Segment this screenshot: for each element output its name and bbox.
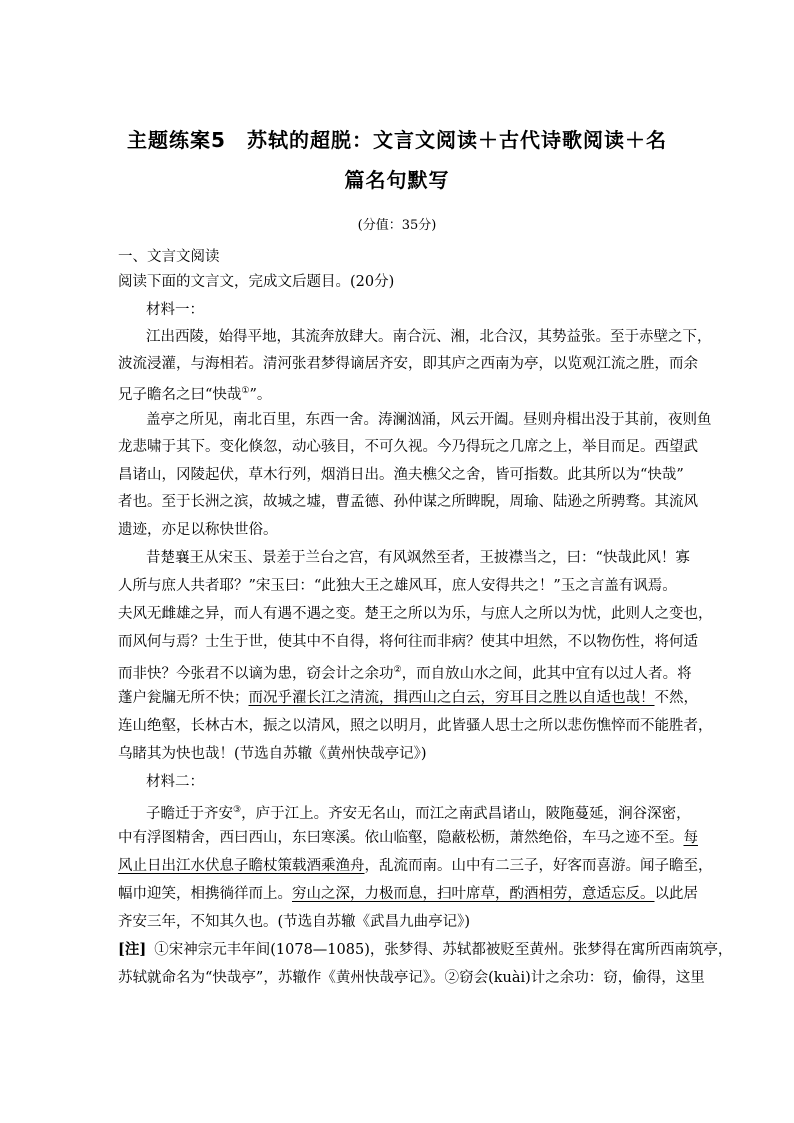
text-line: 昔楚襄王从宋玉、景差于兰台之宫，有风飒然至者，王披襟当之，曰：“快哉此风！寡 [146, 550, 690, 566]
notes-label: [注] [118, 941, 147, 958]
footnote-ref: ② [393, 665, 402, 675]
text-line: 子瞻迁于齐安③，庐于江上。齐安无名山，而江之南武昌诸山，陂陁蔓延，涧谷深密， [146, 805, 691, 822]
footnote-ref: ③ [233, 805, 242, 815]
text-line: 者也。至于长洲之滨，故城之墟，曹孟德、孙仲谋之所睥睨，周瑜、陆逊之所骋骛。其流风 [118, 494, 698, 510]
text-line: 人所与庶人共者耶？”宋玉曰：“此独大王之雄风耳，庶人安得共之！”玉之言盖有讽焉。 [118, 578, 677, 594]
text-line: 遗迹，亦足以称快世俗。 [118, 522, 278, 538]
text-line: 连山绝壑，长林古木，振之以清风，照之以明月，此皆骚人思士之所以悲伤憔悴而不能胜者， [118, 718, 713, 734]
text-line: 而非快？今张君不以谪为患，窃会计之余功②，而自放山水之间，此其中宜有以过人者。将 [118, 665, 692, 682]
text-line: 中有浮图精舍，西曰西山，东曰寒溪。依山临壑，隐蔽松枥，萧然绝俗，车马之迹不至。每 [118, 830, 698, 846]
text-line: 而风何与焉？士生于世，使其中不自得，将何往而非病？使其中坦然，不以物伤性，将何适 [118, 634, 698, 650]
underlined-sentence: 每 [683, 830, 698, 846]
text-line: 盖亭之所见，南北百里，东西一舍。涛澜汹涌，风云开阖。昼则舟楫出没于其前，夜则鱼 [146, 412, 712, 428]
text-line: 江出西陵，始得平地，其流奔放肆大。南合沅、湘，北合汉，其势益张。至于赤壁之下， [146, 329, 712, 345]
footnote-ref: ① [241, 386, 250, 396]
material2-label: 材料二： [146, 774, 204, 790]
text-line: 波流浸灌，与海相若。清河张君梦得谪居齐安，即其庐之西南为亭，以览观江流之胜，而余 [118, 356, 698, 372]
text-line: 兄子瞻名之曰“快哉①”。 [118, 386, 272, 403]
text-line: 龙悲啸于其下。变化倏忽，动心骇目，不可久视。今乃得玩之几席之上，举目而足。西望武 [118, 439, 698, 455]
score-note: (分值：35分) [357, 218, 437, 233]
text-line: 乌睹其为快也哉！(节选自苏辙《黄州快哉亭记》) [118, 746, 427, 762]
text-line: 夫风无雌雄之异，而人有遇不遇之变。楚王之所以为乐，与庶人之所以为忧，此则人之变也， [118, 606, 713, 622]
material1-label: 材料一： [146, 302, 204, 318]
section-heading: 一、文言文阅读 [118, 249, 220, 265]
page-title: 主题练案5 苏轼的超脱：文言文阅读＋古代诗歌阅读＋名 [127, 128, 667, 152]
notes-line: [注] ①宋神宗元丰年间(1078—1085)，张梦得、苏轼都被贬至黄州。张梦得在寓所西南筑亭， [118, 941, 733, 958]
text-line: 昌诸山，冈陵起伏，草木行列，烟消日出。渔夫樵父之舍，皆可指数。此其所以为“快哉” [118, 467, 684, 483]
notes-line: 苏轼就命名为“快哉亭”，苏辙作《黄州快哉亭记》。②窃会(kuài)计之余功：窃，偷得，这里 [118, 970, 705, 986]
text-line: 蓬户瓮牖无所不快；而况乎濯长江之清流，揖西山之白云，穷耳目之胜以自适也哉！不然， [118, 690, 698, 706]
text-line: 幅巾迎笑，相携徜徉而上。穷山之深，力极而息，扫叶席草，酌酒相劳，意适忘反。以此居 [118, 886, 698, 902]
underlined-sentence: 穷山之深，力极而息，扫叶席草，酌酒相劳，意适忘反。 [292, 886, 655, 902]
page-title-line2: 篇名句默写 [344, 168, 450, 192]
text-line: 齐安三年，不知其久也。(节选自苏辙《武昌九曲亭记》) [118, 914, 471, 930]
underlined-sentence: 而况乎濯长江之清流，揖西山之白云，穷耳目之胜以自适也哉！ [248, 690, 655, 706]
underlined-sentence: 风止日出江水伏息子瞻杖策载酒乘渔舟 [118, 858, 365, 874]
instruction: 阅读下面的文言文，完成文后题目。(20分) [118, 274, 395, 290]
text-line: 风止日出江水伏息子瞻杖策载酒乘渔舟，乱流而南。山中有二三子，好客而喜游。闻子瞻至， [118, 858, 713, 874]
